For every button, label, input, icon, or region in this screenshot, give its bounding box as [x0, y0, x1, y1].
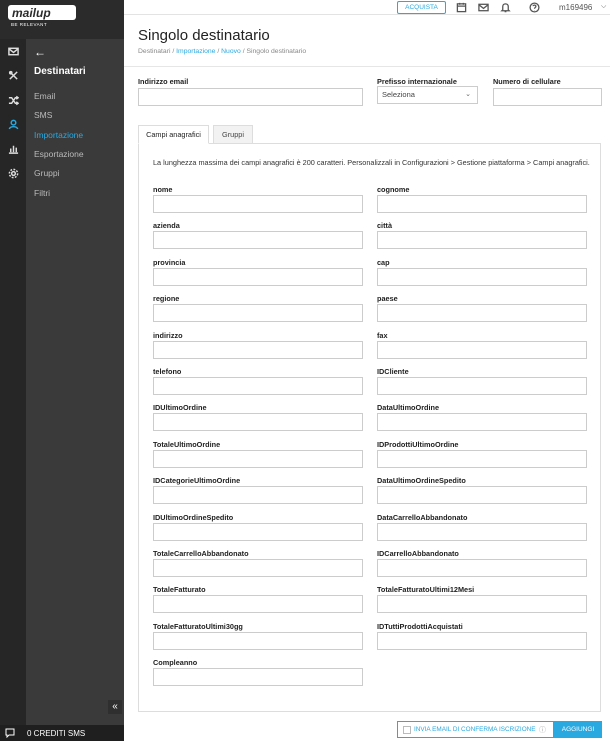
- breadcrumb-importazione[interactable]: Importazione: [176, 48, 216, 55]
- field-label: IDCarrelloAbbandonato: [377, 549, 459, 558]
- breadcrumb-sep: /: [242, 48, 245, 55]
- field-label: DataUltimoOrdineSpedito: [377, 476, 466, 486]
- field-label: IDProdottiUltimoOrdine: [377, 439, 459, 449]
- mobile-label: Numero di cellulare: [493, 77, 561, 86]
- sidebar-item-esportazione[interactable]: Esportazione: [34, 149, 84, 159]
- field-input[interactable]: [153, 632, 363, 650]
- sidebar-subnav: [26, 39, 124, 725]
- sidebar-item-importazione[interactable]: Importazione: [34, 130, 84, 140]
- confirm-label: INVIA EMAIL DI CONFERMA ISCRIZIONE: [414, 726, 536, 733]
- field-label: TotaleUltimoOrdine: [153, 439, 221, 449]
- breadcrumb-nuovo[interactable]: Nuovo: [221, 48, 241, 55]
- field-input[interactable]: [377, 450, 587, 468]
- mail-icon[interactable]: [5, 43, 21, 59]
- field-input[interactable]: [153, 559, 363, 577]
- confirm-checkbox[interactable]: [403, 726, 411, 734]
- field-label: IDCliente: [377, 367, 409, 376]
- field-label: IDCategorieUltimoOrdine: [153, 476, 241, 486]
- field-label: provincia: [153, 257, 186, 267]
- field-input[interactable]: [153, 668, 363, 686]
- mobile-field[interactable]: [493, 88, 602, 106]
- field-input[interactable]: [153, 268, 363, 286]
- field-input[interactable]: [377, 413, 587, 431]
- sidebar-item-email[interactable]: Email: [34, 91, 56, 101]
- help-icon[interactable]: ⓘ: [539, 727, 546, 734]
- email-label: Indirizzo email: [138, 77, 189, 86]
- breadcrumb-current: Singolo destinatario: [246, 48, 307, 55]
- sidebar-item-sms[interactable]: SMS: [34, 110, 53, 120]
- chevron-down-icon: ⌄: [465, 91, 471, 98]
- field-label: TotaleFatturatoUltimi30gg: [153, 621, 243, 631]
- prefix-label: Prefisso internazionale: [377, 77, 457, 86]
- fields-panel: [138, 143, 601, 712]
- field-label: nome: [153, 185, 173, 194]
- prefix-select[interactable]: [377, 86, 478, 104]
- field-label: DataUltimoOrdine: [377, 403, 440, 413]
- field-label: IDUltimoOrdineSpedito: [153, 512, 234, 522]
- field-label: indirizzo: [153, 330, 183, 340]
- field-label: azienda: [153, 221, 180, 231]
- page-title: Singolo destinatario: [138, 27, 270, 44]
- field-input[interactable]: [377, 268, 587, 286]
- field-label: paese: [377, 294, 398, 304]
- sms-credits: 0 CREDITI SMS: [27, 729, 86, 738]
- back-arrow-icon[interactable]: ←: [34, 45, 46, 59]
- field-label: telefono: [153, 367, 182, 376]
- envelope-icon[interactable]: [478, 2, 489, 13]
- chevron-down-icon[interactable]: ⌵: [601, 3, 607, 10]
- field-input[interactable]: [377, 595, 587, 613]
- field-input[interactable]: [153, 413, 363, 431]
- svg-text:BE RELEVANT: BE RELEVANT: [11, 22, 48, 27]
- length-notice: La lunghezza massima dei campi anagrafici è 200 caratteri. Personalizzali in Configurazioni > Gestione piattaforma > Campi anagrafici.: [153, 158, 590, 167]
- field-label: regione: [153, 294, 180, 304]
- icon-rail: [0, 39, 26, 725]
- acquista-button[interactable]: ACQUISTA: [397, 1, 446, 14]
- field-label: TotaleFatturato: [153, 585, 206, 595]
- shuffle-icon[interactable]: [5, 92, 21, 108]
- sms-credits-bar: [0, 725, 124, 741]
- top-bar: [124, 0, 610, 15]
- field-input[interactable]: [377, 632, 587, 650]
- field-label: DataCarrelloAbbandonato: [377, 512, 468, 522]
- breadcrumb-sep: /: [217, 48, 220, 55]
- user-icon[interactable]: [5, 116, 21, 132]
- help-icon[interactable]: [529, 2, 540, 13]
- field-input[interactable]: [153, 377, 363, 395]
- footer-bar: [124, 717, 610, 741]
- tools-icon[interactable]: [5, 67, 21, 83]
- breadcrumb-sep: /: [172, 48, 175, 55]
- tab-campi-anagrafici[interactable]: Campi anagrafici: [138, 125, 209, 144]
- field-input[interactable]: [377, 195, 587, 213]
- field-input[interactable]: [377, 486, 587, 504]
- field-input[interactable]: [153, 486, 363, 504]
- sms-icon: [5, 728, 15, 738]
- field-input[interactable]: [377, 377, 587, 395]
- field-input[interactable]: [377, 231, 587, 249]
- breadcrumb-root[interactable]: Destinatari: [138, 48, 171, 55]
- chart-icon[interactable]: [5, 140, 21, 156]
- field-label: TotaleCarrelloAbbandonato: [153, 549, 249, 558]
- calendar-icon[interactable]: [456, 2, 467, 13]
- main-content: [124, 67, 610, 741]
- field-input[interactable]: [153, 304, 363, 322]
- field-label: TotaleFatturatoUltimi12Mesi: [377, 585, 475, 595]
- gear-icon[interactable]: [5, 165, 21, 181]
- field-input[interactable]: [377, 559, 587, 577]
- field-label: città: [377, 221, 393, 231]
- field-input[interactable]: [153, 341, 363, 359]
- field-input[interactable]: [153, 195, 363, 213]
- field-input[interactable]: [153, 450, 363, 468]
- svg-text:mailup: mailup: [12, 6, 51, 20]
- logo-area: [0, 0, 124, 39]
- field-label: IDUltimoOrdine: [153, 403, 207, 413]
- tab-gruppi[interactable]: Gruppi: [213, 125, 253, 144]
- confirm-email-option[interactable]: [397, 721, 554, 738]
- field-label: IDTuttiProdottiAcquistati: [377, 621, 463, 631]
- user-menu[interactable]: m169496: [559, 3, 593, 12]
- field-input[interactable]: [377, 341, 587, 359]
- field-input[interactable]: [377, 304, 587, 322]
- field-label: cognome: [377, 185, 410, 194]
- field-input[interactable]: [153, 595, 363, 613]
- sidebar-item-gruppi[interactable]: Gruppi: [34, 168, 60, 178]
- field-input[interactable]: [377, 523, 587, 541]
- prefix-value: Seleziona: [382, 90, 415, 99]
- field-label: cap: [377, 257, 390, 267]
- field-input[interactable]: [153, 523, 363, 541]
- breadcrumb: [138, 48, 306, 55]
- sidebar-item-filtri[interactable]: Filtri: [34, 188, 51, 198]
- page-header: [124, 15, 610, 67]
- sidebar-title: Destinatari: [34, 66, 86, 77]
- field-label: fax: [377, 330, 388, 340]
- field-input[interactable]: [153, 231, 363, 249]
- email-field[interactable]: [138, 88, 363, 106]
- collapse-sidebar-button[interactable]: «: [108, 700, 122, 714]
- aggiungi-button[interactable]: AGGIUNGI: [554, 721, 602, 738]
- field-label: Compleanno: [153, 658, 198, 668]
- mailup-logo[interactable]: [8, 5, 78, 27]
- bell-icon[interactable]: [500, 2, 511, 13]
